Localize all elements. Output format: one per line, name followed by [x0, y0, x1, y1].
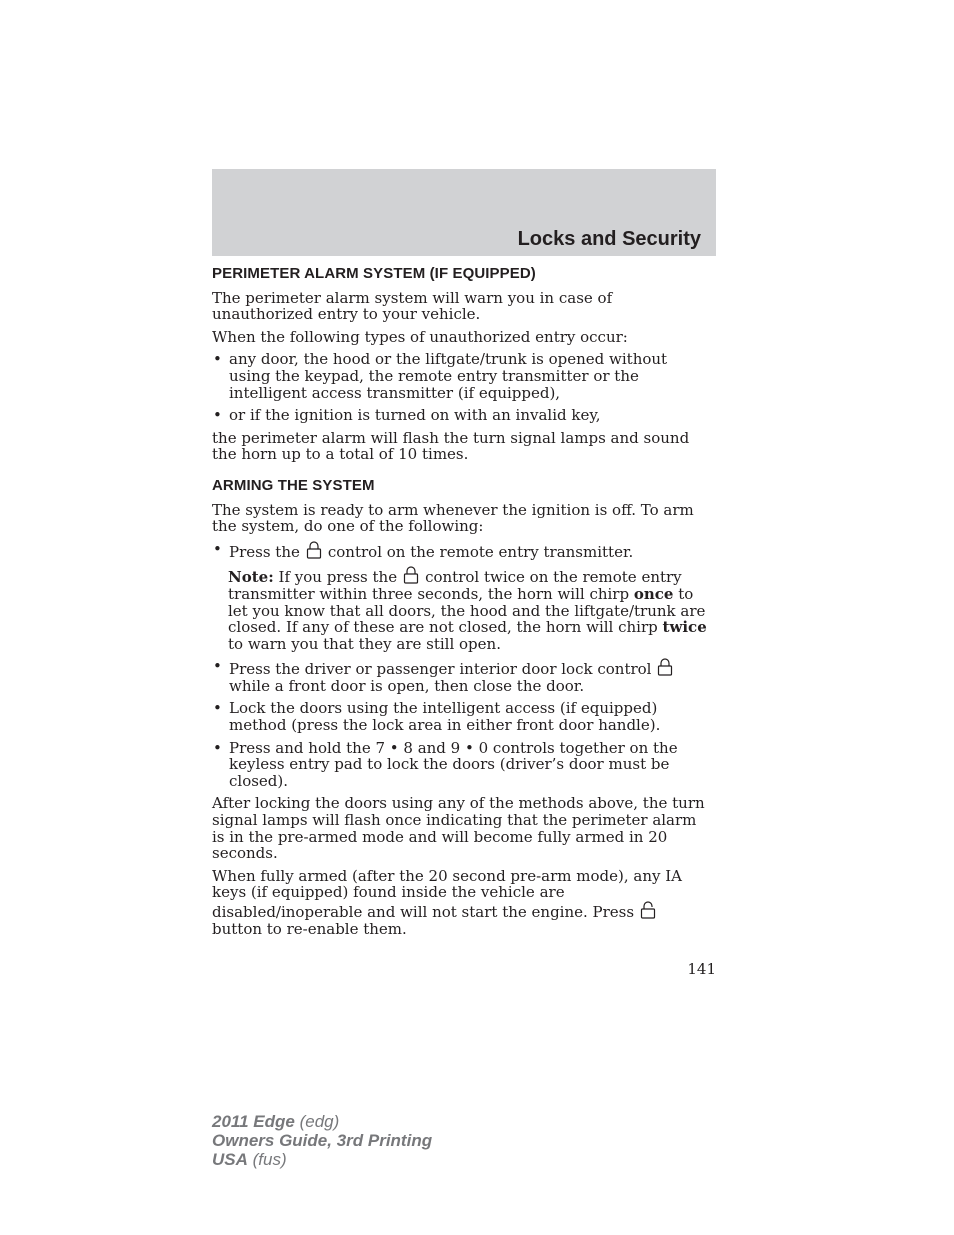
paragraph: the perimeter alarm will flash the turn signal lamps and sound the horn up to a total of 10 times. — [212, 428, 690, 464]
section-heading-perimeter-alarm: PERIMETER ALARM SYSTEM (IF EQUIPPED) — [212, 265, 536, 282]
footer-line: USA (fus) — [212, 1150, 287, 1169]
section-heading-arming: ARMING THE SYSTEM — [212, 476, 375, 494]
paragraph: The perimeter alarm system will warn you in case of unauthorized entry to your vehicle. — [212, 288, 613, 324]
paragraph: When the following types of unauthorized entry occur: — [212, 327, 628, 346]
note-label: Note: — [228, 568, 274, 587]
page-number: 141 — [687, 960, 716, 978]
bullet: • — [213, 539, 222, 558]
list-item: • Press the control on the remote entry transmitter. — [213, 539, 634, 561]
bullet: • — [213, 350, 222, 369]
list-item: • Press and hold the 7 • 8 and 9 • 0 controls together on the keyless entry pad to lock the doors (driver’s door must be closed). — [213, 738, 678, 790]
footer — [212, 1112, 432, 1169]
bullet-list — [212, 658, 712, 789]
lock-icon — [657, 658, 673, 676]
bullet-list — [212, 351, 712, 423]
page-title: Locks and Security — [517, 228, 701, 250]
bullet: • — [213, 657, 222, 676]
list-item: • Lock the doors using the intelligent access (if equipped) method (press the lock area in either front door handle). — [213, 699, 661, 735]
list-item: • any door, the hood or the liftgate/trunk is opened without using the keypad, the remote entry transmitter or the intelligent access transmitter (if equipped), — [213, 350, 668, 402]
bullet: • — [213, 406, 222, 425]
lock-icon — [306, 541, 322, 559]
paragraph: The system is ready to arm whenever the ignition is off. To arm the system, do one of the following: — [212, 500, 694, 536]
footer-line: 2011 Edge (edg) — [212, 1112, 340, 1131]
bullet: • — [213, 738, 222, 757]
unlock-icon — [640, 901, 656, 919]
note: Note: If you press the control twice on the remote entry transmitter within three seconds, the horn will chirp once to let you know that all doors, the hood and the liftgate/trunk are closed. If any of these are not closed, the horn will chirp twice to warn you that they are still open. — [228, 568, 707, 653]
footer-line: Owners Guide, 3rd Printing — [212, 1131, 433, 1150]
bullet: • — [213, 699, 222, 718]
list-item: • Press the driver or passenger interior door lock control while a front door is open, then close the door. — [212, 658, 712, 694]
page-content — [212, 266, 712, 943]
header-band — [212, 169, 716, 256]
paragraph: After locking the doors using any of the methods above, the turn signal lamps will flash once indicating that the perimeter alarm is in the pre-armed mode and will become fully armed in 20 seconds. — [212, 794, 705, 863]
list-item: • or if the ignition is turned on with an invalid key, — [213, 406, 601, 425]
lock-icon — [403, 566, 419, 584]
paragraph: When fully armed (after the 20 second pre-arm mode), any IA keys (if equipped) found inside the vehicle are disabled/inoperable and will not start the engine. Press button to re-enable them. — [212, 866, 682, 938]
bullet-list — [212, 541, 712, 561]
